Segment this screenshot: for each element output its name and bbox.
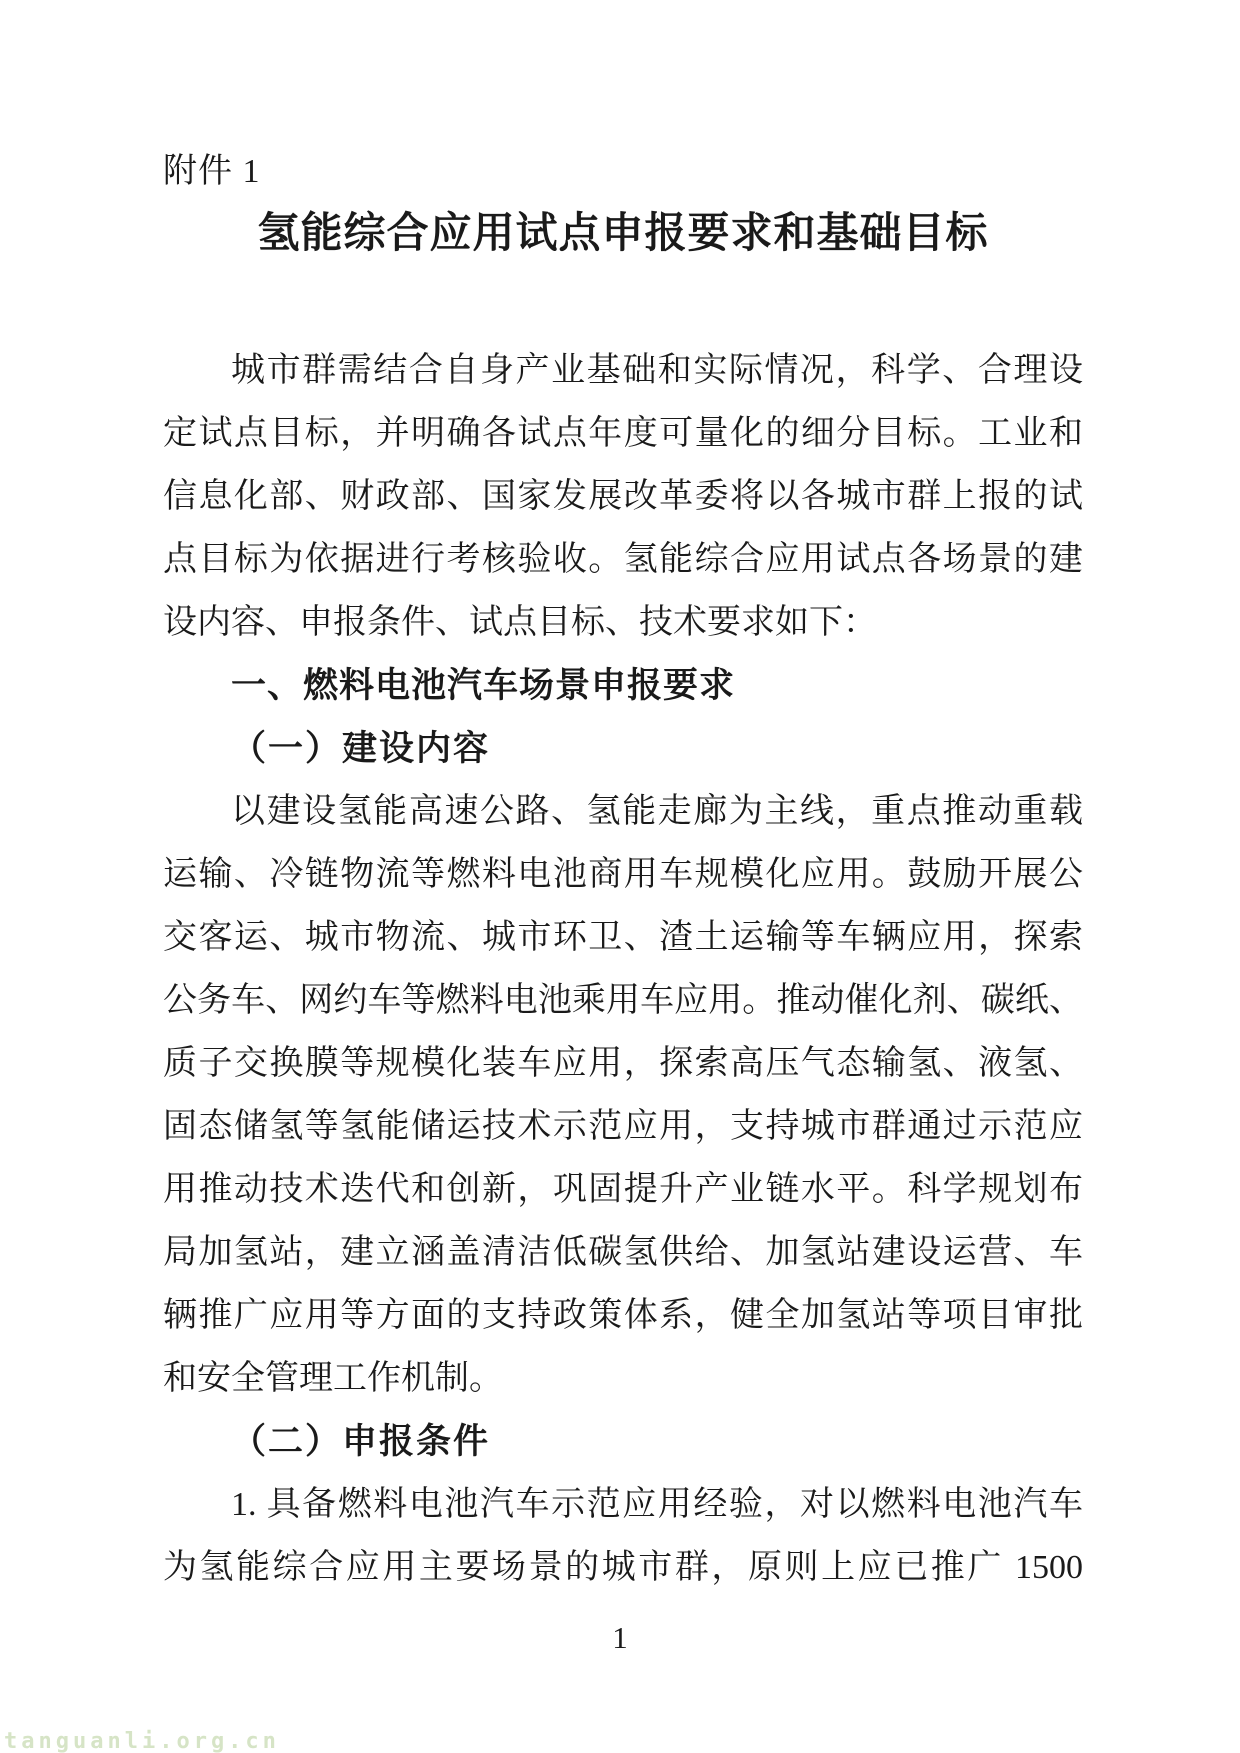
paragraph-intro	[163, 339, 1083, 654]
text-line: 信息化部、财政部、国家发展改革委将以各城市群上报的试	[163, 478, 1083, 515]
text-line: 城市群需结合自身产业基础和实际情况，科学、合理设	[231, 352, 1083, 389]
text-line: 辆推广应用等方面的支持政策体系，健全加氢站等项目审批	[163, 1297, 1083, 1334]
text-line: 为氢能综合应用主要场景的城市群，原则上应已推广 1500	[163, 1549, 1083, 1586]
text-line: 以建设氢能高速公路、氢能走廊为主线，重点推动重载	[231, 793, 1083, 830]
text-line: 运输、冷链物流等燃料电池商用车规模化应用。鼓励开展公	[163, 856, 1083, 893]
text-line: 质子交换膜等规模化装车应用，探索高压气态输氢、液氢、	[163, 1045, 1083, 1082]
paragraph-application-conditions	[163, 1473, 1083, 1599]
attachment-label: 附件 1	[163, 153, 261, 190]
document-content	[163, 147, 1083, 1599]
text-line: 定试点目标，并明确各试点年度可量化的细分目标。工业和	[163, 415, 1083, 452]
text-line: 局加氢站，建立涵盖清洁低碳氢供给、加氢站建设运营、车	[163, 1234, 1083, 1271]
page-number: 1	[612, 1620, 628, 1655]
text-line: 和安全管理工作机制。	[163, 1360, 503, 1397]
document-title: 氢能综合应用试点申报要求和基础目标	[257, 211, 989, 257]
text-line: 公务车、网约车等燃料电池乘用车应用。推动催化剂、碳纸、	[163, 982, 1083, 1019]
text-line: 点目标为依据进行考核验收。氢能综合应用试点各场景的建	[163, 541, 1083, 578]
text-line: 固态储氢等氢能储运技术示范应用，支持城市群通过示范应	[163, 1108, 1083, 1145]
text-line: 交客运、城市物流、城市环卫、渣土运输等车辆应用，探索	[163, 919, 1083, 956]
text-line: 用推动技术迭代和创新，巩固提升产业链水平。科学规划布	[163, 1171, 1083, 1208]
body-text	[163, 339, 1083, 1599]
text-line: 设内容、申报条件、试点目标、技术要求如下：	[163, 604, 877, 641]
paragraph-construction-content	[163, 780, 1083, 1410]
text-line: 1. 具备燃料电池汽车示范应用经验，对以燃料电池汽车	[231, 1486, 1083, 1523]
section-heading-1: 一、燃料电池汽车场景申报要求	[231, 666, 736, 705]
subsection-heading-application-conditions: （二）申报条件	[231, 1422, 491, 1461]
watermark-text: tanguanli.org.cn	[4, 1729, 280, 1753]
subsection-heading-construction-content: （一）建设内容	[231, 729, 491, 768]
